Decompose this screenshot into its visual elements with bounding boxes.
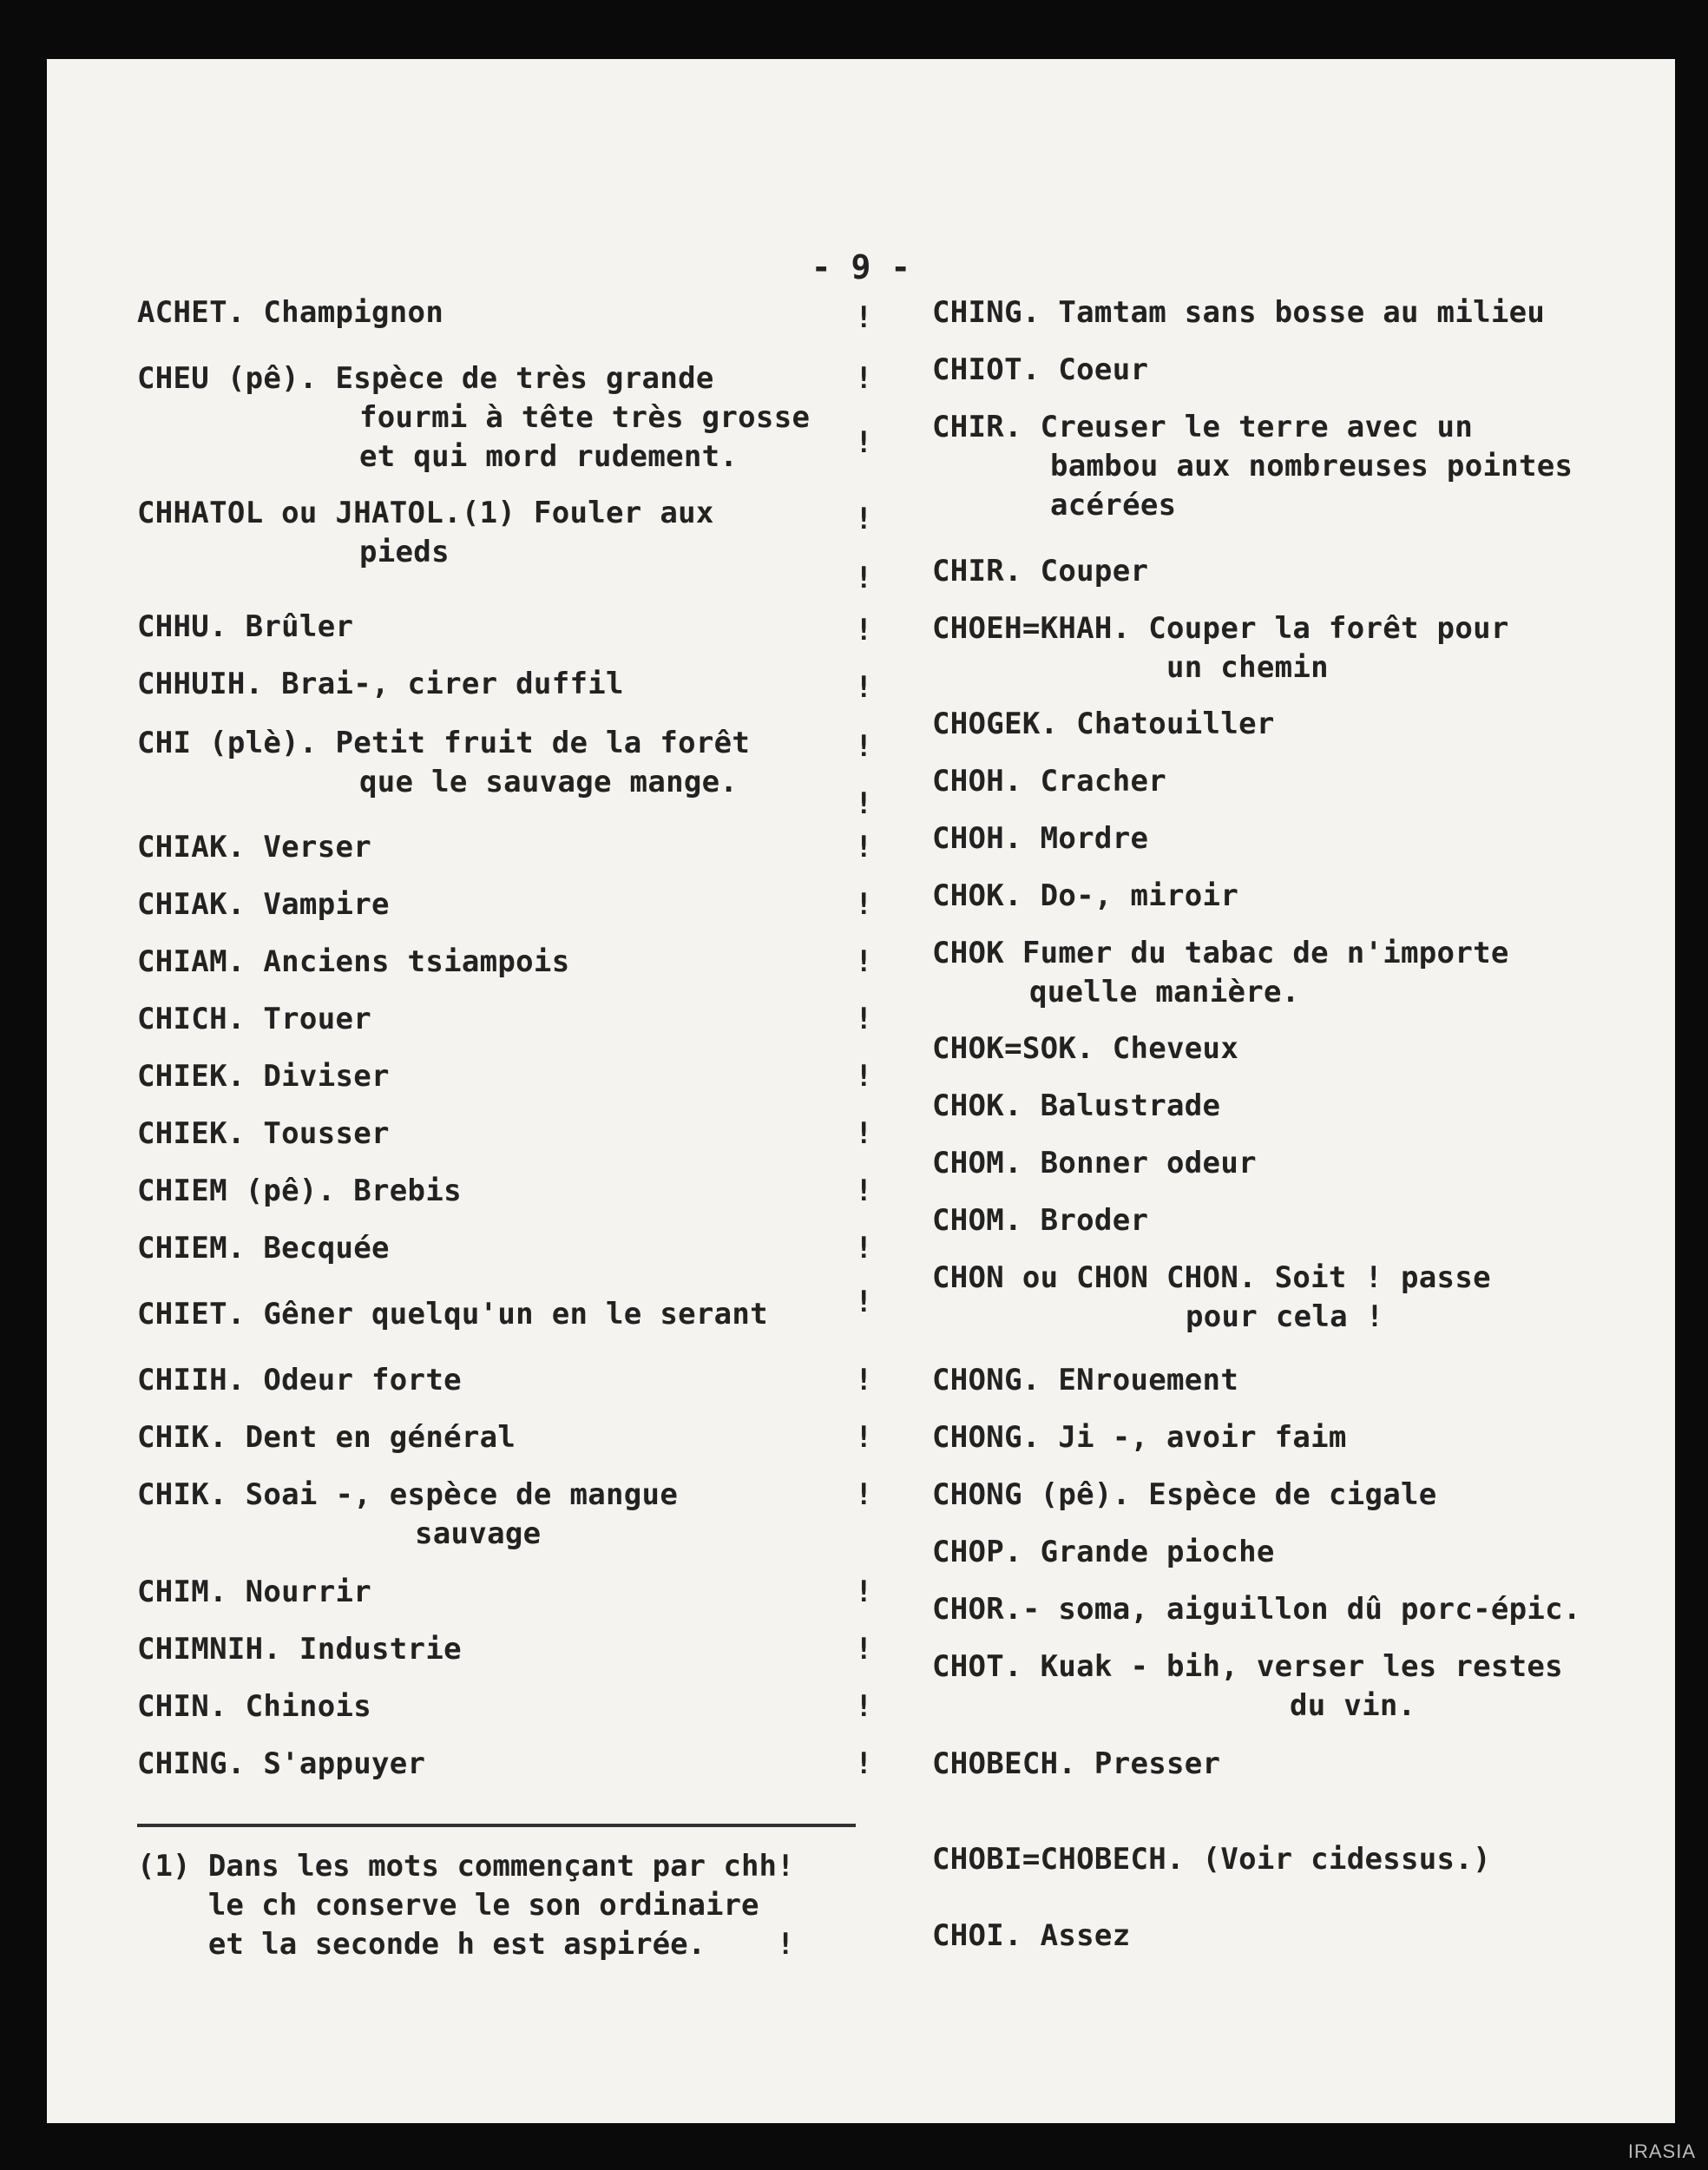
right-entry: [932, 1476, 1437, 1515]
right-entry: [932, 1647, 1563, 1726]
entry-headword-line: CHOI. Assez: [932, 1918, 1131, 1953]
page-number: - 9 -: [811, 248, 911, 286]
watermark: IRASIA: [1627, 2140, 1696, 2162]
footnote-line: (1) Dans les mots commençant par chh!: [137, 1849, 795, 1884]
right-entry: [932, 1418, 1347, 1457]
column-separator-mark: !: [855, 613, 873, 648]
entry-headword-line: CHIR. Creuser le terre avec un: [932, 410, 1474, 444]
entry-headword-line: CHOK=SOK. Cheveux: [932, 1031, 1239, 1066]
entry-continuation-line: que le sauvage mange.: [359, 765, 739, 799]
entry-continuation-line: un chemin: [1166, 650, 1329, 685]
column-separator-mark: !: [855, 1285, 873, 1319]
right-entry: [932, 1201, 1148, 1240]
left-entry: [137, 1573, 371, 1612]
entry-headword-line: CHIAM. Anciens tsiampois: [137, 944, 570, 979]
column-separator-mark: !: [855, 1116, 873, 1151]
left-entry: [137, 608, 353, 647]
column-separator-mark: !: [855, 670, 873, 705]
column-separator-mark: !: [855, 1575, 873, 1609]
right-entry: [932, 552, 1148, 591]
right-entry: [932, 877, 1238, 916]
left-entry: [137, 885, 390, 924]
column-separator-mark: !: [855, 1477, 873, 1512]
entry-headword-line: CHOK. Do-, miroir: [932, 878, 1239, 913]
entry-headword-line: CHOH. Cracher: [932, 764, 1167, 799]
column-separator-mark: !: [855, 425, 873, 460]
entry-headword-line: CHIAK. Vampire: [137, 887, 390, 922]
column-separator-mark: !: [855, 1746, 873, 1781]
entry-headword-line: CHING. Tamtam sans bosse au milieu: [932, 295, 1546, 330]
right-entry: [932, 762, 1166, 801]
right-entry: [932, 351, 1148, 390]
entry-headword-line: CHONG (pê). Espèce de cigale: [932, 1477, 1437, 1512]
entry-headword-line: CHOM. Broder: [932, 1203, 1149, 1238]
right-entry: [932, 1087, 1220, 1126]
entry-headword-line: CHOR.- soma, aiguillon dû porc-épic.: [932, 1592, 1581, 1627]
left-entry: [137, 1687, 371, 1726]
column-separator-mark: !: [855, 561, 873, 595]
entry-headword-line: CHIK. Dent en général: [137, 1420, 516, 1455]
entry-headword-line: CHIAK. Verser: [137, 830, 372, 865]
right-entry: [932, 609, 1509, 687]
entry-headword-line: CHIEM (pê). Brebis: [137, 1174, 462, 1208]
right-entry: [932, 1745, 1220, 1784]
column-separator-mark: !: [855, 1420, 873, 1455]
footnote-line: le ch conserve le son ordinaire: [137, 1888, 759, 1923]
entry-continuation-line: fourmi à tête très grosse: [359, 400, 811, 435]
entry-headword-line: CHONG. ENrouement: [932, 1363, 1239, 1397]
entry-headword-line: CHHUIH. Brai-, cirer duffil: [137, 667, 624, 701]
entry-continuation-line: pour cela !: [1186, 1299, 1384, 1334]
entry-headword-line: CHIMNIH. Industrie: [137, 1632, 462, 1667]
entry-headword-line: CHI (plè). Petit fruit de la forêt: [137, 726, 751, 760]
entry-headword-line: CHIN. Chinois: [137, 1689, 372, 1724]
entry-headword-line: CHOH. Mordre: [932, 821, 1149, 856]
right-entry: [932, 1144, 1257, 1183]
right-entry: [932, 293, 1545, 332]
right-entry: [932, 1259, 1491, 1337]
right-entry: [932, 1840, 1491, 1879]
entry-headword-line: CHIEK. Tousser: [137, 1116, 390, 1151]
entry-headword-line: CHING. S'appuyer: [137, 1746, 426, 1781]
column-separator-mark: !: [855, 1689, 873, 1724]
entry-headword-line: CHOK Fumer du tabac de n'importe: [932, 936, 1509, 970]
entry-headword-line: CHIET. Gêner quelqu'un en le serant: [137, 1297, 768, 1332]
column-separator-mark: !: [855, 887, 873, 922]
entry-headword-line: CHHU. Brûler: [137, 609, 354, 644]
footnote-rule: [137, 1824, 856, 1827]
entry-headword-line: CHIIH. Odeur forte: [137, 1363, 462, 1397]
left-entry: [137, 1361, 462, 1400]
entry-continuation-line: bambou aux nombreuses pointes: [1050, 449, 1573, 483]
entry-continuation-line: acérées: [1050, 488, 1177, 523]
entry-headword-line: CHONG. Ji -, avoir faim: [932, 1420, 1347, 1455]
column-separator-mark: !: [855, 786, 873, 821]
entry-headword-line: CHOBI=CHOBECH. (Voir cidessus.): [932, 1842, 1491, 1877]
column-separator-mark: !: [855, 1002, 873, 1036]
column-separator-mark: !: [855, 1632, 873, 1667]
entry-headword-line: CHIK. Soai -, espèce de mangue: [137, 1477, 679, 1512]
entry-headword-line: CHOGEK. Chatouiller: [932, 707, 1275, 741]
left-entry: [137, 494, 714, 572]
right-entry: [932, 1533, 1275, 1572]
left-entry: [137, 665, 624, 704]
right-entry: [932, 1029, 1238, 1069]
entry-headword-line: CHON ou CHON CHON. Soit ! passe: [932, 1260, 1491, 1295]
column-separator-mark: !: [855, 1059, 873, 1094]
right-entry: [932, 819, 1148, 858]
entry-headword-line: CHICH. Trouer: [137, 1002, 372, 1036]
entry-headword-line: CHHATOL ou JHATOL.(1) Fouler aux: [137, 496, 714, 530]
left-entry: [137, 1229, 390, 1268]
entry-headword-line: CHIEM. Becquée: [137, 1231, 390, 1266]
footnote-line: et la seconde h est aspirée. !: [137, 1927, 795, 1962]
entry-headword-line: CHIEK. Diviser: [137, 1059, 390, 1094]
left-entry: [137, 724, 750, 802]
entry-headword-line: CHOT. Kuak - bih, verser les restes: [932, 1649, 1563, 1684]
entry-headword-line: CHIM. Nourrir: [137, 1575, 372, 1609]
right-entry: [932, 408, 1573, 525]
right-entry: [932, 934, 1509, 1012]
column-separator-mark: !: [855, 1363, 873, 1397]
entry-headword-line: ACHET. Champignon: [137, 295, 444, 330]
entry-headword-line: CHIOT. Coeur: [932, 352, 1149, 387]
right-entry: [932, 705, 1275, 744]
column-separator-mark: !: [855, 361, 873, 396]
document-page: [47, 59, 1675, 2123]
left-entry: [137, 1000, 371, 1039]
entry-continuation-line: et qui mord rudement.: [359, 439, 739, 474]
entry-headword-line: CHEU (pê). Espèce de très grande: [137, 361, 714, 396]
left-entry: [137, 1115, 390, 1154]
entry-headword-line: CHOM. Bonner odeur: [932, 1146, 1257, 1180]
entry-headword-line: CHIR. Couper: [932, 554, 1149, 589]
left-entry: [137, 828, 371, 867]
left-entry: [137, 1476, 678, 1554]
right-entry: [932, 1917, 1130, 1956]
left-entry: [137, 1418, 516, 1457]
entry-headword-line: CHOBECH. Presser: [932, 1746, 1221, 1781]
column-separator-mark: !: [855, 944, 873, 979]
column-separator-mark: !: [855, 1231, 873, 1266]
right-entry: [932, 1590, 1581, 1629]
entry-continuation-line: sauvage: [415, 1516, 542, 1551]
footnote: [137, 1847, 918, 1964]
left-entry: [137, 359, 810, 477]
entry-headword-line: CHOEH=KHAH. Couper la forêt pour: [932, 611, 1509, 646]
entry-continuation-line: pieds: [359, 535, 450, 569]
left-entry: [137, 1630, 462, 1669]
column-separator-mark: !: [855, 729, 873, 764]
entry-headword-line: CHOK. Balustrade: [932, 1088, 1221, 1123]
entry-continuation-line: quelle manière.: [1029, 975, 1300, 1009]
column-separator-mark: !: [855, 300, 873, 335]
entry-continuation-line: du vin.: [1290, 1688, 1416, 1723]
entry-headword-line: CHOP. Grande pioche: [932, 1535, 1275, 1569]
column-separator-mark: !: [855, 1174, 873, 1208]
right-entry: [932, 1361, 1238, 1400]
left-entry: [137, 1745, 425, 1784]
left-entry: [137, 1295, 768, 1334]
column-separator-mark: !: [855, 502, 873, 536]
left-entry: [137, 943, 569, 982]
left-entry: [137, 1172, 462, 1211]
left-entry: [137, 293, 443, 332]
left-entry: [137, 1057, 390, 1096]
column-separator-mark: !: [855, 830, 873, 865]
